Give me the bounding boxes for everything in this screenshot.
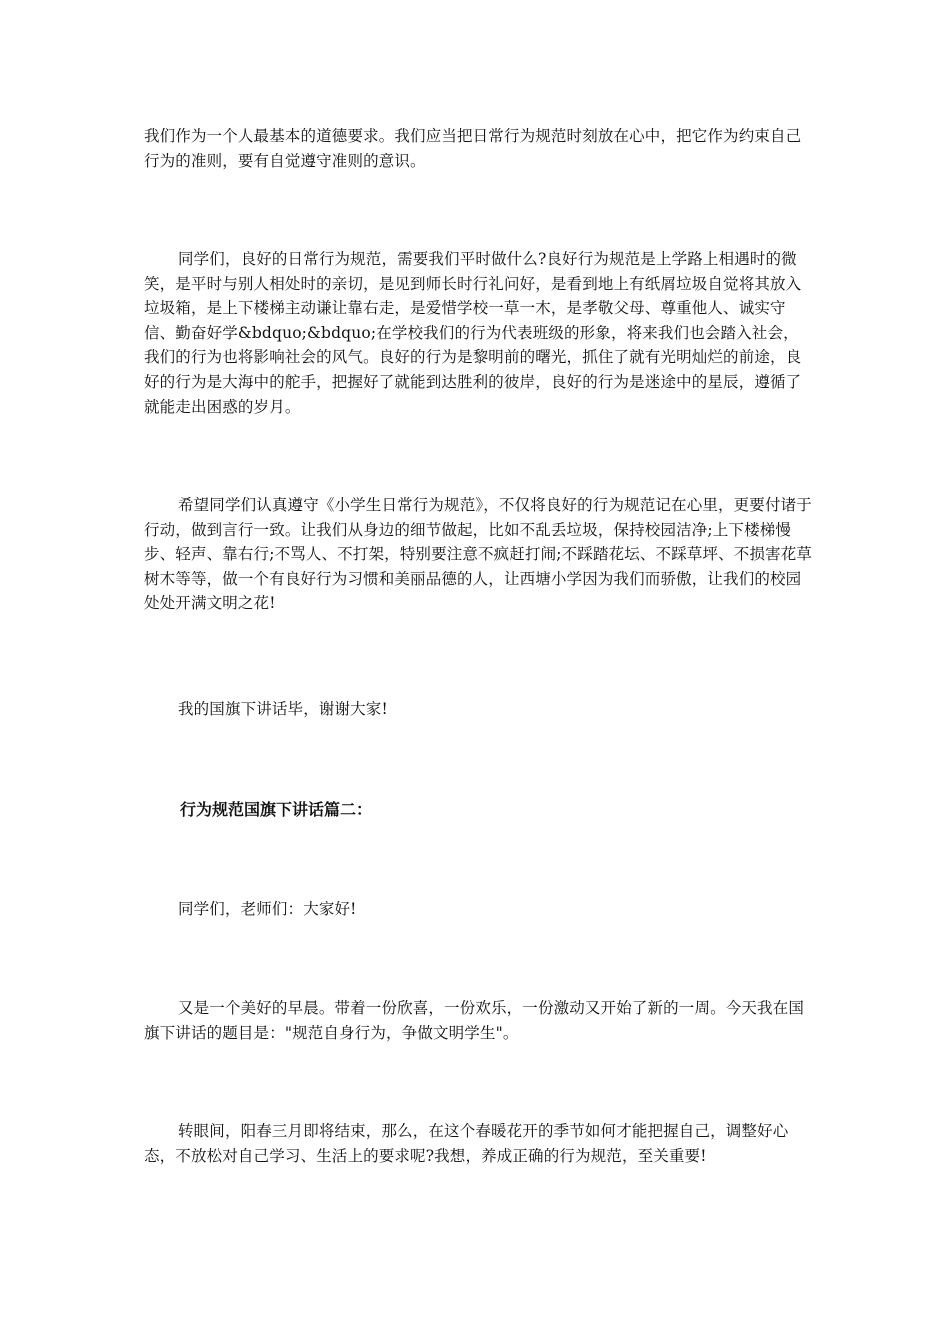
paragraph-good-behavior: 同学们，良好的日常行为规范，需要我们平时做什么?良好行为规范是上学路上相遇时的微笑，是平时与别人相处时的亲切，是见到师长时行礼问好，是看到地上有纸屑垃圾自觉将其放入垃圾箱，是上下楼梯主动谦让靠右走，是爱惜学校一草一木，是孝敬父母、尊重他人、诚实守信、勤奋好学&bdquo;&bdquo;在学校我们的行为代表班级的形象，将来我们也会踏入社会，我们的行为也将影响社会的风气。良好的行为是黎明前的曙光，抓住了就有光明灿烂的前途，良好的行为是大海中的舵手，把握好了就能到达胜利的彼岸，良好的行为是迷途中的星辰，遵循了就能走出困惑的岁月。	[144, 250, 802, 416]
paragraph-moral-requirement: 我们作为一个人最基本的道德要求。我们应当把日常行为规范时刻放在心中，把它作为约束自己行为的准则，要有自觉遵守准则的意识。	[144, 127, 802, 170]
paragraph-greeting: 同学们，老师们：大家好!	[178, 900, 357, 918]
paragraph-hope-students: 希望同学们认真遵守《小学生日常行为规范》，不仅将良好的行为规范记在心里，更要付诸于行动，做到言行一致。让我们从身边的细节做起，比如不乱丢垃圾，保持校园洁净;上下楼梯慢步、轻声、靠右行;不骂人、不打架，特别要注意不疯赶打闹;不踩踏花坛、不踩草坪、不损害花草树木等等，做一个有良好行为习惯和美丽品德的人，让西塘小学因为我们而骄傲，让我们的校园处处开满文明之花!	[144, 496, 813, 613]
paragraph-morning: 又是一个美好的早晨。带着一份欣喜，一份欢乐，一份激动又开始了新的一周。今天我在国旗下讲话的题目是："规范自身行为，争做文明学生"。	[144, 999, 805, 1042]
paragraph-spring: 转眼间，阳春三月即将结束，那么，在这个春暖花开的季节如何才能把握自己，调整好心态，不放松对自己学习、生活上的要求呢?我想，养成正确的行为规范，至关重要!	[144, 1122, 789, 1165]
section-heading: 行为规范国旗下讲话篇二：	[180, 800, 373, 819]
paragraph-closing-thanks: 我的国旗下讲话毕，谢谢大家!	[178, 700, 388, 718]
